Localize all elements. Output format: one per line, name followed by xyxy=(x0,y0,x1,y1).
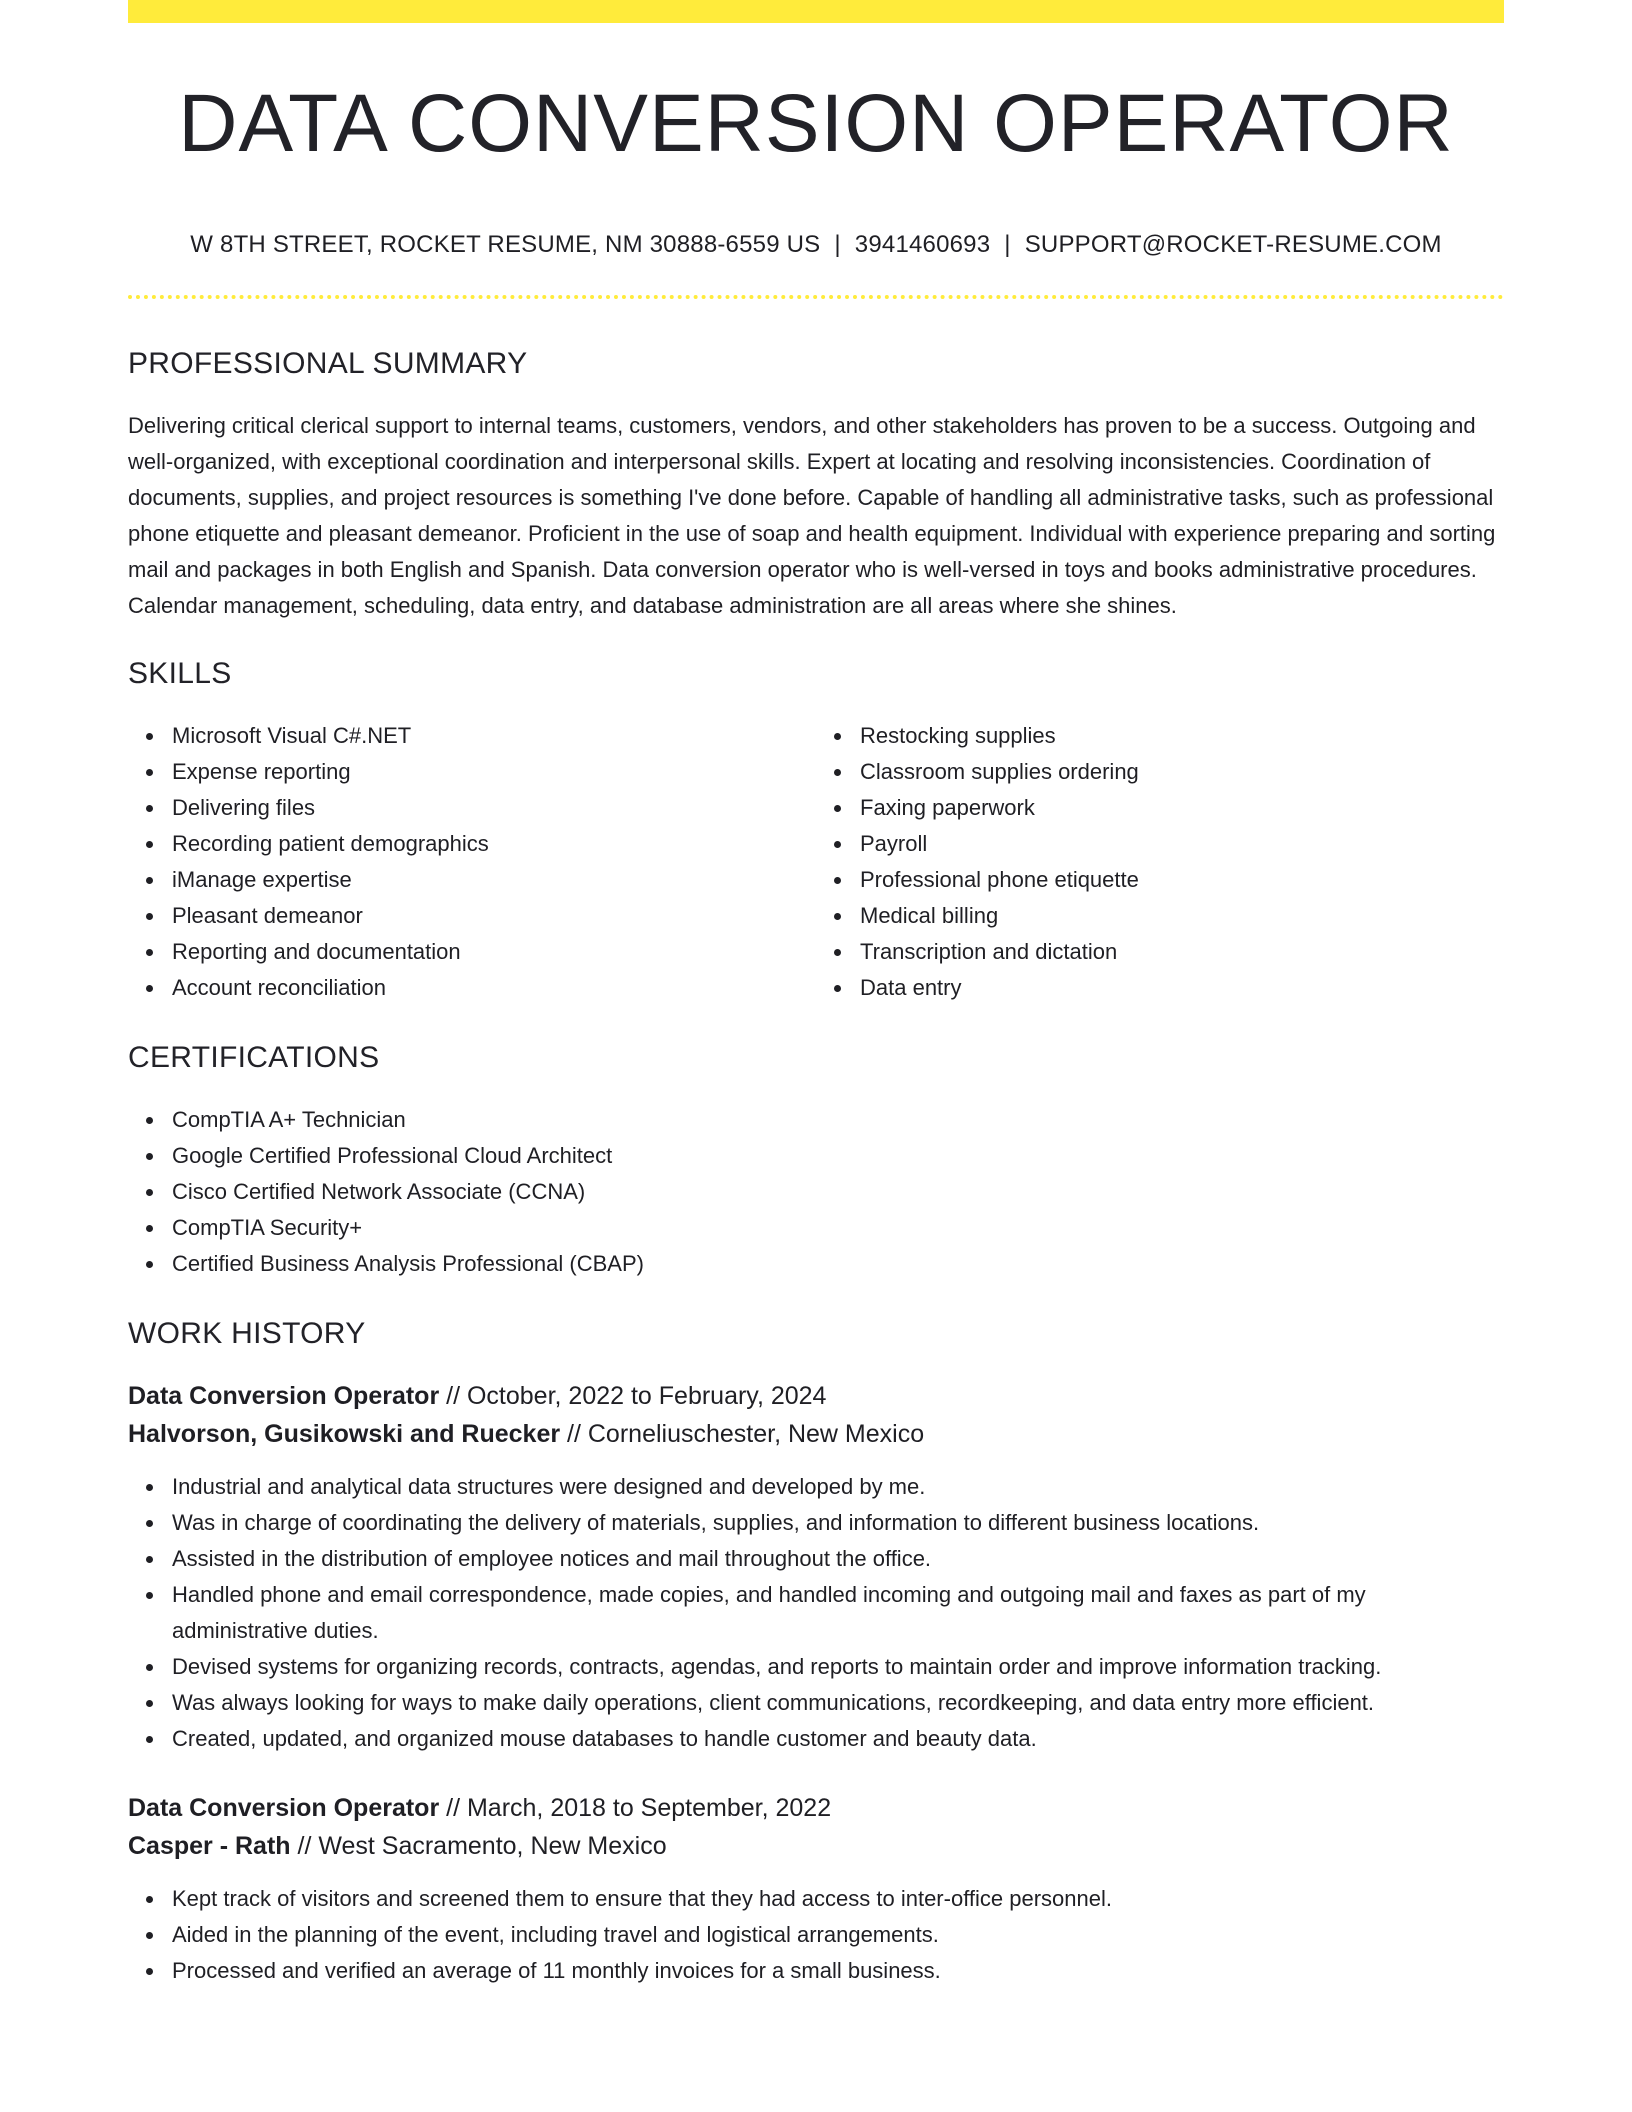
dotted-divider xyxy=(128,295,1504,299)
skill-item: Microsoft Visual C#.NET xyxy=(172,718,816,754)
skill-item: Professional phone etiquette xyxy=(860,862,1504,898)
skill-item: Reporting and documentation xyxy=(172,934,816,970)
job-company-line xyxy=(128,1415,1504,1453)
resume-title: DATA CONVERSION OPERATOR xyxy=(178,78,1454,169)
job-role: Data Conversion Operator xyxy=(128,1794,440,1822)
skill-item: Pleasant demeanor xyxy=(172,898,816,934)
job-location: // West Sacramento, New Mexico xyxy=(290,1832,667,1860)
contact-separator: | xyxy=(834,231,841,258)
skill-item: Medical billing xyxy=(860,898,1504,934)
job-bullet: Was in charge of coordinating the delivery of materials, supplies, and information to different business locations. xyxy=(172,1505,1504,1541)
job-entry xyxy=(128,1789,1504,1989)
skill-item: Restocking supplies xyxy=(860,718,1504,754)
job-bullet: Processed and verified an average of 11 monthly invoices for a small business. xyxy=(172,1953,1504,1989)
skill-item: iManage expertise xyxy=(172,862,816,898)
certification-item: Cisco Certified Network Associate (CCNA) xyxy=(172,1174,1504,1210)
skill-item: Transcription and dictation xyxy=(860,934,1504,970)
top-accent-bar xyxy=(128,0,1504,23)
job-dates: // October, 2022 to February, 2024 xyxy=(439,1382,827,1410)
job-bullet: Was always looking for ways to make daily operations, client communications, recordkeeping, and data entry more efficient. xyxy=(172,1685,1504,1721)
job-bullets xyxy=(128,1881,1504,1989)
certification-item: Google Certified Professional Cloud Architect xyxy=(172,1138,1504,1174)
job-bullet: Kept track of visitors and screened them to ensure that they had access to inter-office personnel. xyxy=(172,1881,1504,1917)
skills-heading: SKILLS xyxy=(128,657,232,690)
certifications-heading: CERTIFICATIONS xyxy=(128,1041,380,1074)
job-company-line xyxy=(128,1827,1504,1865)
summary-heading: PROFESSIONAL SUMMARY xyxy=(128,347,528,380)
skill-item: Expense reporting xyxy=(172,754,816,790)
work-history-heading: WORK HISTORY xyxy=(128,1317,366,1350)
skill-item: Faxing paperwork xyxy=(860,790,1504,826)
certification-item: CompTIA A+ Technician xyxy=(172,1102,1504,1138)
job-title-line xyxy=(128,1789,1504,1827)
job-bullets xyxy=(128,1469,1504,1757)
resume-page xyxy=(128,0,1504,1989)
skills-columns xyxy=(128,718,1504,1006)
job-bullet: Industrial and analytical data structures were designed and developed by me. xyxy=(172,1469,1504,1505)
skill-item: Account reconciliation xyxy=(172,970,816,1006)
address: W 8TH STREET, ROCKET RESUME, NM 30888-6559 US xyxy=(190,231,821,258)
job-header xyxy=(128,1789,1504,1865)
job-header xyxy=(128,1377,1504,1453)
job-role: Data Conversion Operator xyxy=(128,1382,440,1410)
contact-line xyxy=(128,231,1504,259)
skills-list-right xyxy=(816,718,1504,1006)
skills-list-left xyxy=(128,718,816,1006)
skill-item: Payroll xyxy=(860,826,1504,862)
job-bullet: Assisted in the distribution of employee notices and mail throughout the office. xyxy=(172,1541,1504,1577)
job-entry xyxy=(128,1377,1504,1757)
certifications-list xyxy=(128,1102,1504,1282)
job-bullet: Handled phone and email correspondence, made copies, and handled incoming and outgoing mail and faxes as part of my administrative duties. xyxy=(172,1577,1504,1649)
certification-item: CompTIA Security+ xyxy=(172,1210,1504,1246)
job-title-line xyxy=(128,1377,1504,1415)
job-location: // Corneliuschester, New Mexico xyxy=(560,1420,925,1448)
skill-item: Classroom supplies ordering xyxy=(860,754,1504,790)
summary-text: Delivering critical clerical support to internal teams, customers, vendors, and other stakeholders has proven to be a success. Outgoing and well-organized, with exceptional coordination and interpersonal skills. Expert at locating and resolving inconsistencies. Coordination of documents, supplies, and project resources is something I've done before. Capable of handling all administrative tasks, such as professional phone etiquette and pleasant demeanor. Proficient in the use of soap and health equipment. Individual with experience preparing and sorting mail and packages in both English and Spanish. Data conversion operator who is well-versed in toys and books administrative procedures. Calendar management, scheduling, data entry, and database administration are all areas where she shines. xyxy=(128,413,1496,618)
job-bullet: Devised systems for organizing records, contracts, agendas, and reports to maintain order and improve information tracking. xyxy=(172,1649,1504,1685)
skill-item: Data entry xyxy=(860,970,1504,1006)
job-company: Halvorson, Gusikowski and Ruecker xyxy=(128,1420,561,1448)
email: SUPPORT@ROCKET-RESUME.COM xyxy=(1024,231,1442,258)
certification-item: Certified Business Analysis Professional (CBAP) xyxy=(172,1246,1504,1282)
job-dates: // March, 2018 to September, 2022 xyxy=(439,1794,832,1822)
job-bullet: Created, updated, and organized mouse databases to handle customer and beauty data. xyxy=(172,1721,1504,1757)
skill-item: Delivering files xyxy=(172,790,816,826)
job-bullet: Aided in the planning of the event, including travel and logistical arrangements. xyxy=(172,1917,1504,1953)
skill-item: Recording patient demographics xyxy=(172,826,816,862)
job-company: Casper - Rath xyxy=(128,1832,291,1860)
phone: 3941460693 xyxy=(854,231,991,258)
contact-separator: | xyxy=(1004,231,1011,258)
